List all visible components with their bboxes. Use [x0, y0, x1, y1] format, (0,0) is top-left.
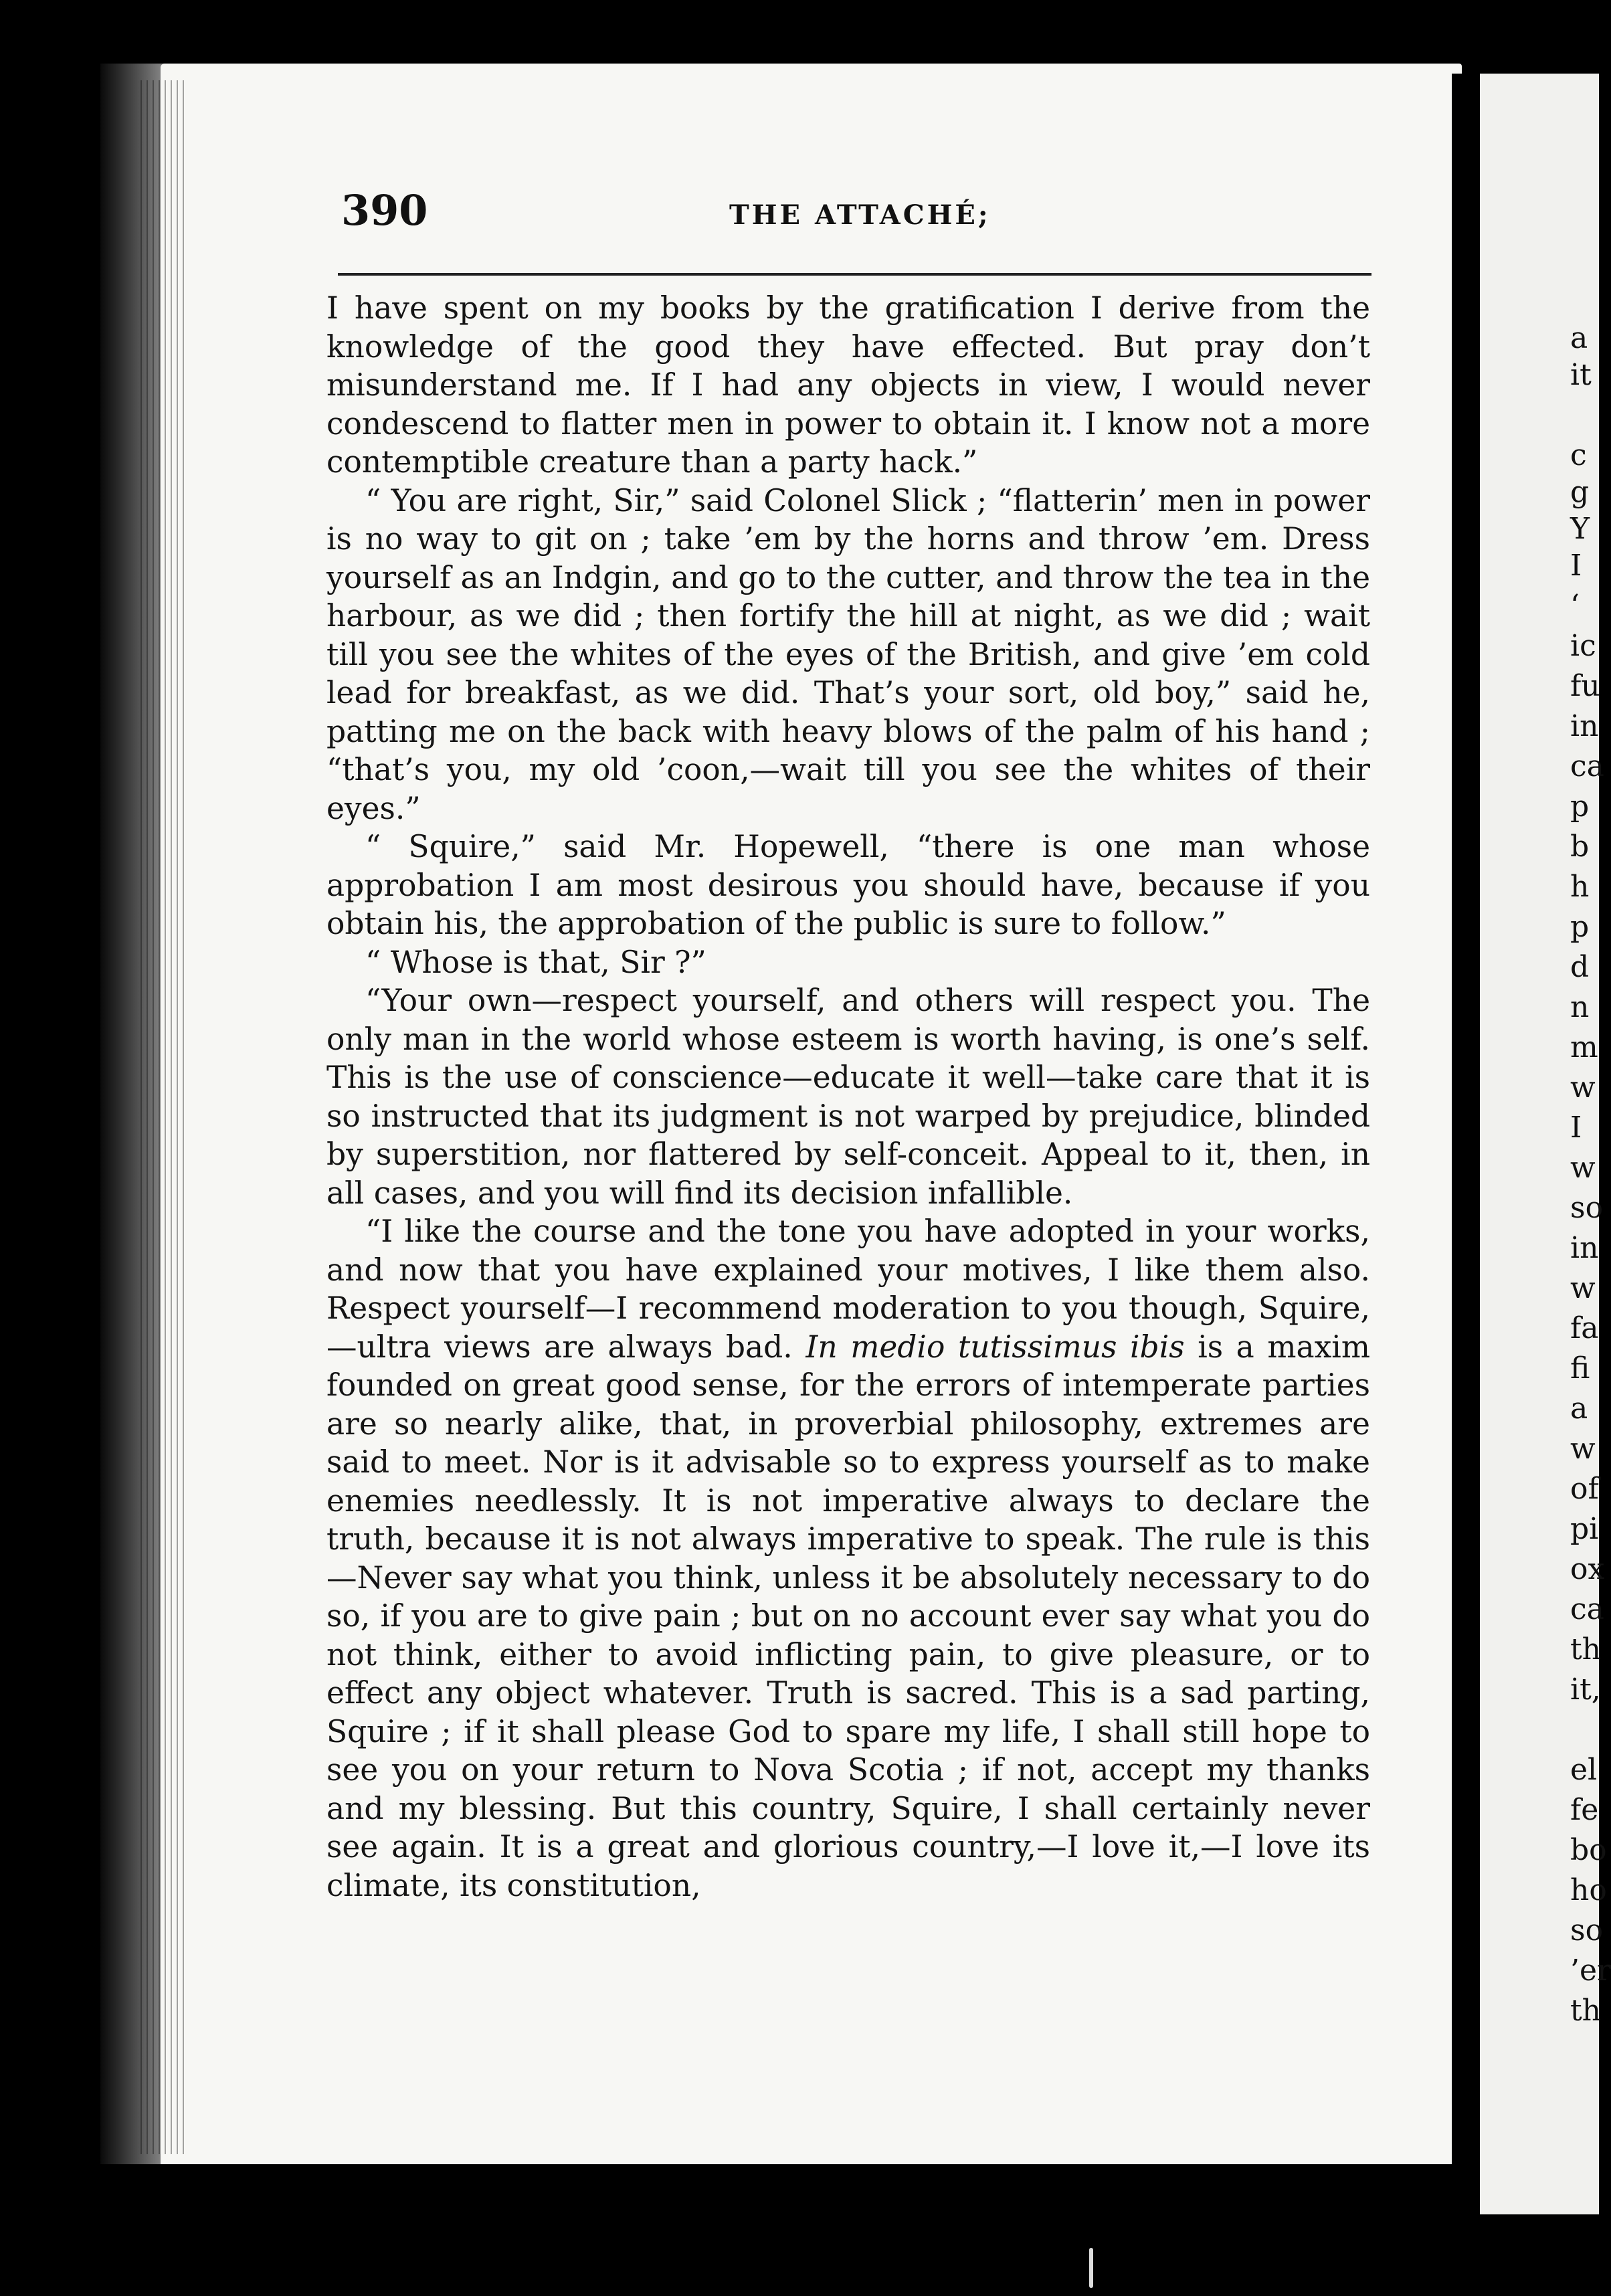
next-page-fragment-letter: w: [1570, 1151, 1596, 1185]
next-page-fragment-letter: th: [1570, 1994, 1602, 2028]
next-page-fragment-letter: d: [1570, 950, 1590, 984]
next-page-fragment-letter: h: [1570, 870, 1590, 904]
paragraph: “Your own—respect yourself, and others will respect you. The only man in the world whose esteem is worth having, is one’s self. This is the use of conscience—educate it well—take care that it is so instructed that its judgment is not warped by prejudice, blinded by superstition, nor flattered by self-conceit. Appeal to it, then, in all cases, and you will find its decision infallible.: [326, 983, 1370, 1211]
page-header: [341, 186, 1371, 246]
next-page-fragment-letter: ho: [1570, 1873, 1607, 1907]
next-page-fragment-letter: it: [1570, 358, 1592, 392]
next-page-fragment-letter: b: [1570, 830, 1590, 864]
next-page-fragment-letter: a: [1570, 1392, 1588, 1426]
paragraph-text: “I like the course and the tone you have adopted in your works, and now that you have explained your motives, I like them also. Respect yourself—I recommend moderation to you though, Squire, —ultra views are always bad.: [326, 1214, 1370, 1365]
paragraph: [326, 1212, 1370, 1905]
next-page-fragment-letter: in: [1570, 1231, 1599, 1265]
running-title: THE ATTACHÉ;: [729, 199, 991, 231]
next-page-fragment-letter: ca: [1570, 749, 1604, 783]
next-page-fragment-letter: fi: [1570, 1351, 1590, 1385]
next-page-fragment-letter: a: [1570, 321, 1588, 355]
next-page-fragment-letter: c: [1570, 438, 1587, 472]
latin-maxim: In medio tutissimus ibis: [806, 1329, 1185, 1365]
next-page-fragment-letter: ox: [1570, 1552, 1605, 1586]
next-page-fragment-letter: ic: [1570, 629, 1596, 663]
next-page-fragment-letter: g: [1570, 475, 1590, 509]
next-page-fragment-letter: in: [1570, 709, 1599, 743]
next-page-fragment-letter: n: [1570, 990, 1590, 1024]
page-number: 390: [341, 186, 428, 235]
next-page-fragment-letter: m: [1570, 1030, 1598, 1064]
paragraph: “ Whose is that, Sir ?”: [365, 944, 706, 980]
next-page-fragment-letter: I: [1570, 549, 1582, 583]
next-page-fragment-letter: th: [1570, 1632, 1602, 1666]
next-page-fragment-letter: w: [1570, 1070, 1596, 1105]
next-page-fragment-letter: pi: [1570, 1512, 1599, 1546]
next-page-fragment-letter: so: [1570, 1191, 1604, 1225]
header-rule: [338, 273, 1371, 276]
next-page-fragment-letter: fe: [1570, 1793, 1599, 1827]
next-page-letters: [1480, 74, 1611, 2214]
body-text: [326, 289, 1370, 1905]
next-page-fragment-letter: it,: [1570, 1672, 1601, 1707]
paragraph: “ Squire,” said Mr. Hopewell, “there is one man whose approbation I am most desirous you should have, because if you obtain his, the approbation of the public is sure to follow.”: [326, 829, 1370, 941]
next-page-fragment-letter: p: [1570, 910, 1590, 944]
next-page-fragment-letter: el: [1570, 1753, 1598, 1787]
next-page-fragment-letter: fa: [1570, 1311, 1599, 1345]
paragraph: “ You are right, Sir,” said Colonel Slick ; “flatterin’ men in power is no way to git on ; take ’em by the horns and throw ’em. Dress yourself as an Indgin, and go to the cutter, and throw the tea in the harbour, as we did ; then fortify the hill at night, as we did ; wait till you see the whites of the eyes of the British, and give ’em cold lead for breakfast, as we did. That’s your sort, old boy,” said he, patting me on the back with heavy blows of the palm of his hand ; “that’s you, my old ’coon,—wait till you see the whites of their eyes.”: [326, 482, 1370, 826]
next-page-fragment-letter: w: [1570, 1432, 1596, 1466]
next-page-fragment-letter: so: [1570, 1913, 1604, 1947]
next-page-fragment-letter: ca: [1570, 1592, 1604, 1626]
next-page-fragment-letter: w: [1570, 1271, 1596, 1305]
page-edge-lines: [140, 80, 187, 2154]
next-page-fragment-letter: fu: [1570, 669, 1600, 703]
scan-artifact: [1089, 2248, 1093, 2288]
next-page-fragment-letter: Y: [1570, 512, 1590, 546]
paragraph: I have spent on my books by the gratification I derive from the knowledge of the good they have effected. But pray don’t misunderstand me. If I had any objects in view, I would never condescend to flatter men in power to obtain it. I know not a more contemptible creature than a party hack.”: [326, 290, 1370, 480]
page-divider: [1452, 74, 1466, 2208]
next-page-fragment-letter: ‘: [1570, 589, 1580, 623]
next-page-fragment-letter: ’er: [1570, 1953, 1611, 1988]
paragraph-text: is a maxim founded on great good sense, for the errors of intemperate parties are so nearly alike, that, in proverbial philosophy, extremes are said to meet. Nor is it advisable so to express yourself as to make enemies needlessly. It is not imperative always to declare the truth, because it is not always imperative to speak. The rule is this—Never say what you think, unless it be absolutely necessary to do so, if you are to give pain ; but on no account ever say what you do not think, either to avoid inflicting pain, to give pleasure, or to effect any object whatever. Truth is sacred. This is a sad parting, Squire ; if it shall please God to spare my life, I shall still hope to see you on your return to Nova Scotia ; if not, accept my thanks and my blessing. But this country, Squire, I shall certainly never see again. It is a great and glorious country,—I love it,—I love its climate, its constitution,: [326, 1329, 1371, 1903]
next-page-fragment: [1480, 74, 1611, 2214]
next-page-fragment-letter: I: [1570, 1111, 1582, 1145]
next-page-fragment-letter: of: [1570, 1472, 1599, 1506]
next-page-fragment-letter: bo: [1570, 1833, 1607, 1867]
next-page-fragment-letter: p: [1570, 789, 1590, 824]
